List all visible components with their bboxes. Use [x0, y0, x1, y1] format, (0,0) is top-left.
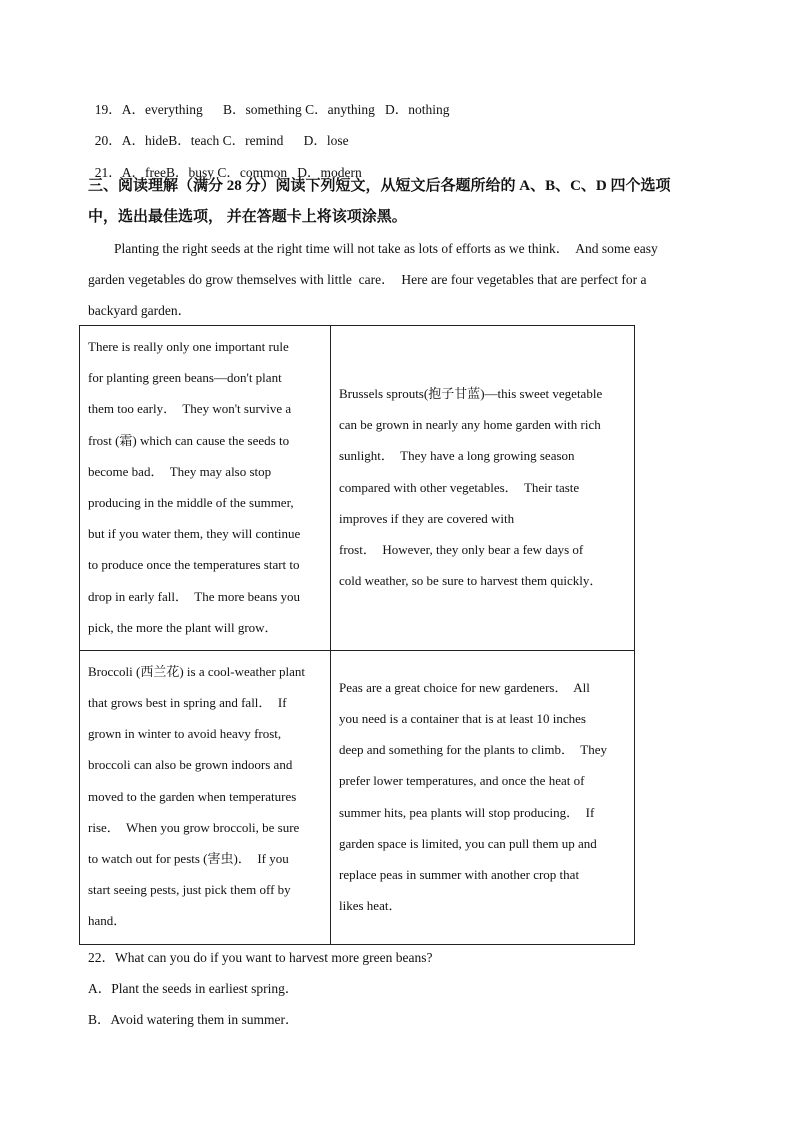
cell-line: garden space is limited, you can pull them up and	[339, 835, 597, 851]
question-22-option-a: A．Plant the seeds in earliest spring．	[88, 981, 299, 996]
cell-line: rise． When you grow broccoli, be sure	[88, 819, 300, 835]
intro-paragraph	[88, 240, 708, 333]
cell-line: Peas are a great choice for new gardeners． All	[339, 679, 590, 695]
cell-line: improves if they are covered with	[339, 510, 515, 526]
question-number: 20．	[94, 133, 122, 148]
cell-line: to watch out for pests (害虫)． If you	[88, 851, 289, 866]
cell-line: become bad． They may also stop	[88, 463, 272, 479]
cell-line: Brussels sprouts(抱子甘蓝)—this sweet vegetable	[339, 386, 603, 401]
cell-green-beans	[80, 326, 331, 651]
question-22-stem: 22．What can you do if you want to harvest more green beans?	[88, 950, 433, 965]
vegetable-table	[79, 325, 635, 945]
cell-line: for planting green beans—don't plant	[88, 370, 282, 386]
cell-line: can be grown in nearly any home garden with rich	[339, 417, 601, 433]
cell-line: but if you water them, they will continue	[88, 526, 301, 542]
cell-line: moved to the garden when temperatures	[88, 788, 297, 804]
table-row	[80, 326, 635, 651]
cell-brussels-sprouts	[331, 326, 635, 651]
cell-line: them too early． They won't survive a	[88, 401, 292, 417]
question-22-option-b: B．Avoid watering them in summer．	[88, 1012, 299, 1027]
cell-peas	[331, 650, 635, 944]
question-number: 21．	[94, 165, 122, 180]
cell-line: deep and something for the plants to climb． They	[339, 742, 608, 758]
cell-line: sunlight． They have a long growing season	[339, 448, 575, 464]
cell-line: pick, the more the plant will grow．	[88, 619, 278, 635]
cell-line: drop in early fall． The more beans you	[88, 588, 301, 604]
option-text: A．hideB．teach C．remind D．lose	[121, 133, 349, 148]
cell-line: producing in the middle of the summer,	[88, 494, 294, 510]
cell-line: that grows best in spring and fall． If	[88, 695, 287, 711]
cell-line: to produce once the temperatures start to	[88, 557, 300, 573]
intro-line: garden vegetables do grow themselves with little care． Here are four vegetables that are perfect for a	[88, 272, 647, 287]
cell-broccoli	[80, 650, 331, 944]
cell-line: replace peas in summer with another crop that	[339, 867, 580, 882]
option-text: A．everything B．something C．anything D．nothing	[121, 102, 450, 117]
cell-line: There is really only one important rule	[88, 339, 289, 354]
section-heading-line-2: 中，选出最佳选项， 并在答题卡上将该项涂黑。	[88, 209, 407, 225]
cell-line: prefer lower temperatures, and once the heat of	[339, 773, 585, 789]
question-number: 19．	[94, 102, 122, 117]
option-text: A．freeB．busy C．common D．modern	[121, 165, 362, 180]
intro-line: backyard garden．	[88, 303, 192, 318]
intro-line: Planting the right seeds at the right time will not take as lots of efforts as we think． And some easy	[114, 241, 658, 256]
option-row-20	[88, 114, 349, 150]
cell-line: you need is a container that is at least 10 inches	[339, 711, 586, 727]
cell-line: likes heat．	[339, 898, 402, 914]
cell-line: cold weather, so be sure to harvest them quickly．	[339, 573, 603, 589]
cell-line: frost． However, they only bear a few days of	[339, 541, 584, 557]
cell-line: Broccoli (西兰花) is a cool-weather plant	[88, 663, 305, 679]
cell-line: broccoli can also be grown indoors and	[88, 757, 293, 773]
cell-line: frost (霜) which can cause the seeds to	[88, 432, 290, 448]
cell-line: start seeing pests, just pick them off by	[88, 882, 291, 898]
cell-line: summer hits, pea plants will stop producing． If	[339, 804, 595, 820]
table-row	[80, 650, 635, 944]
section-heading-line-1: 三、阅读理解（满分 28 分）阅读下列短文，从短文后各题所给的 A、B、C、D 四个选项	[88, 178, 671, 194]
cell-line: hand．	[88, 913, 127, 929]
cell-line: compared with other vegetables． Their taste	[339, 479, 580, 495]
cell-line: grown in winter to avoid heavy frost,	[88, 726, 282, 742]
